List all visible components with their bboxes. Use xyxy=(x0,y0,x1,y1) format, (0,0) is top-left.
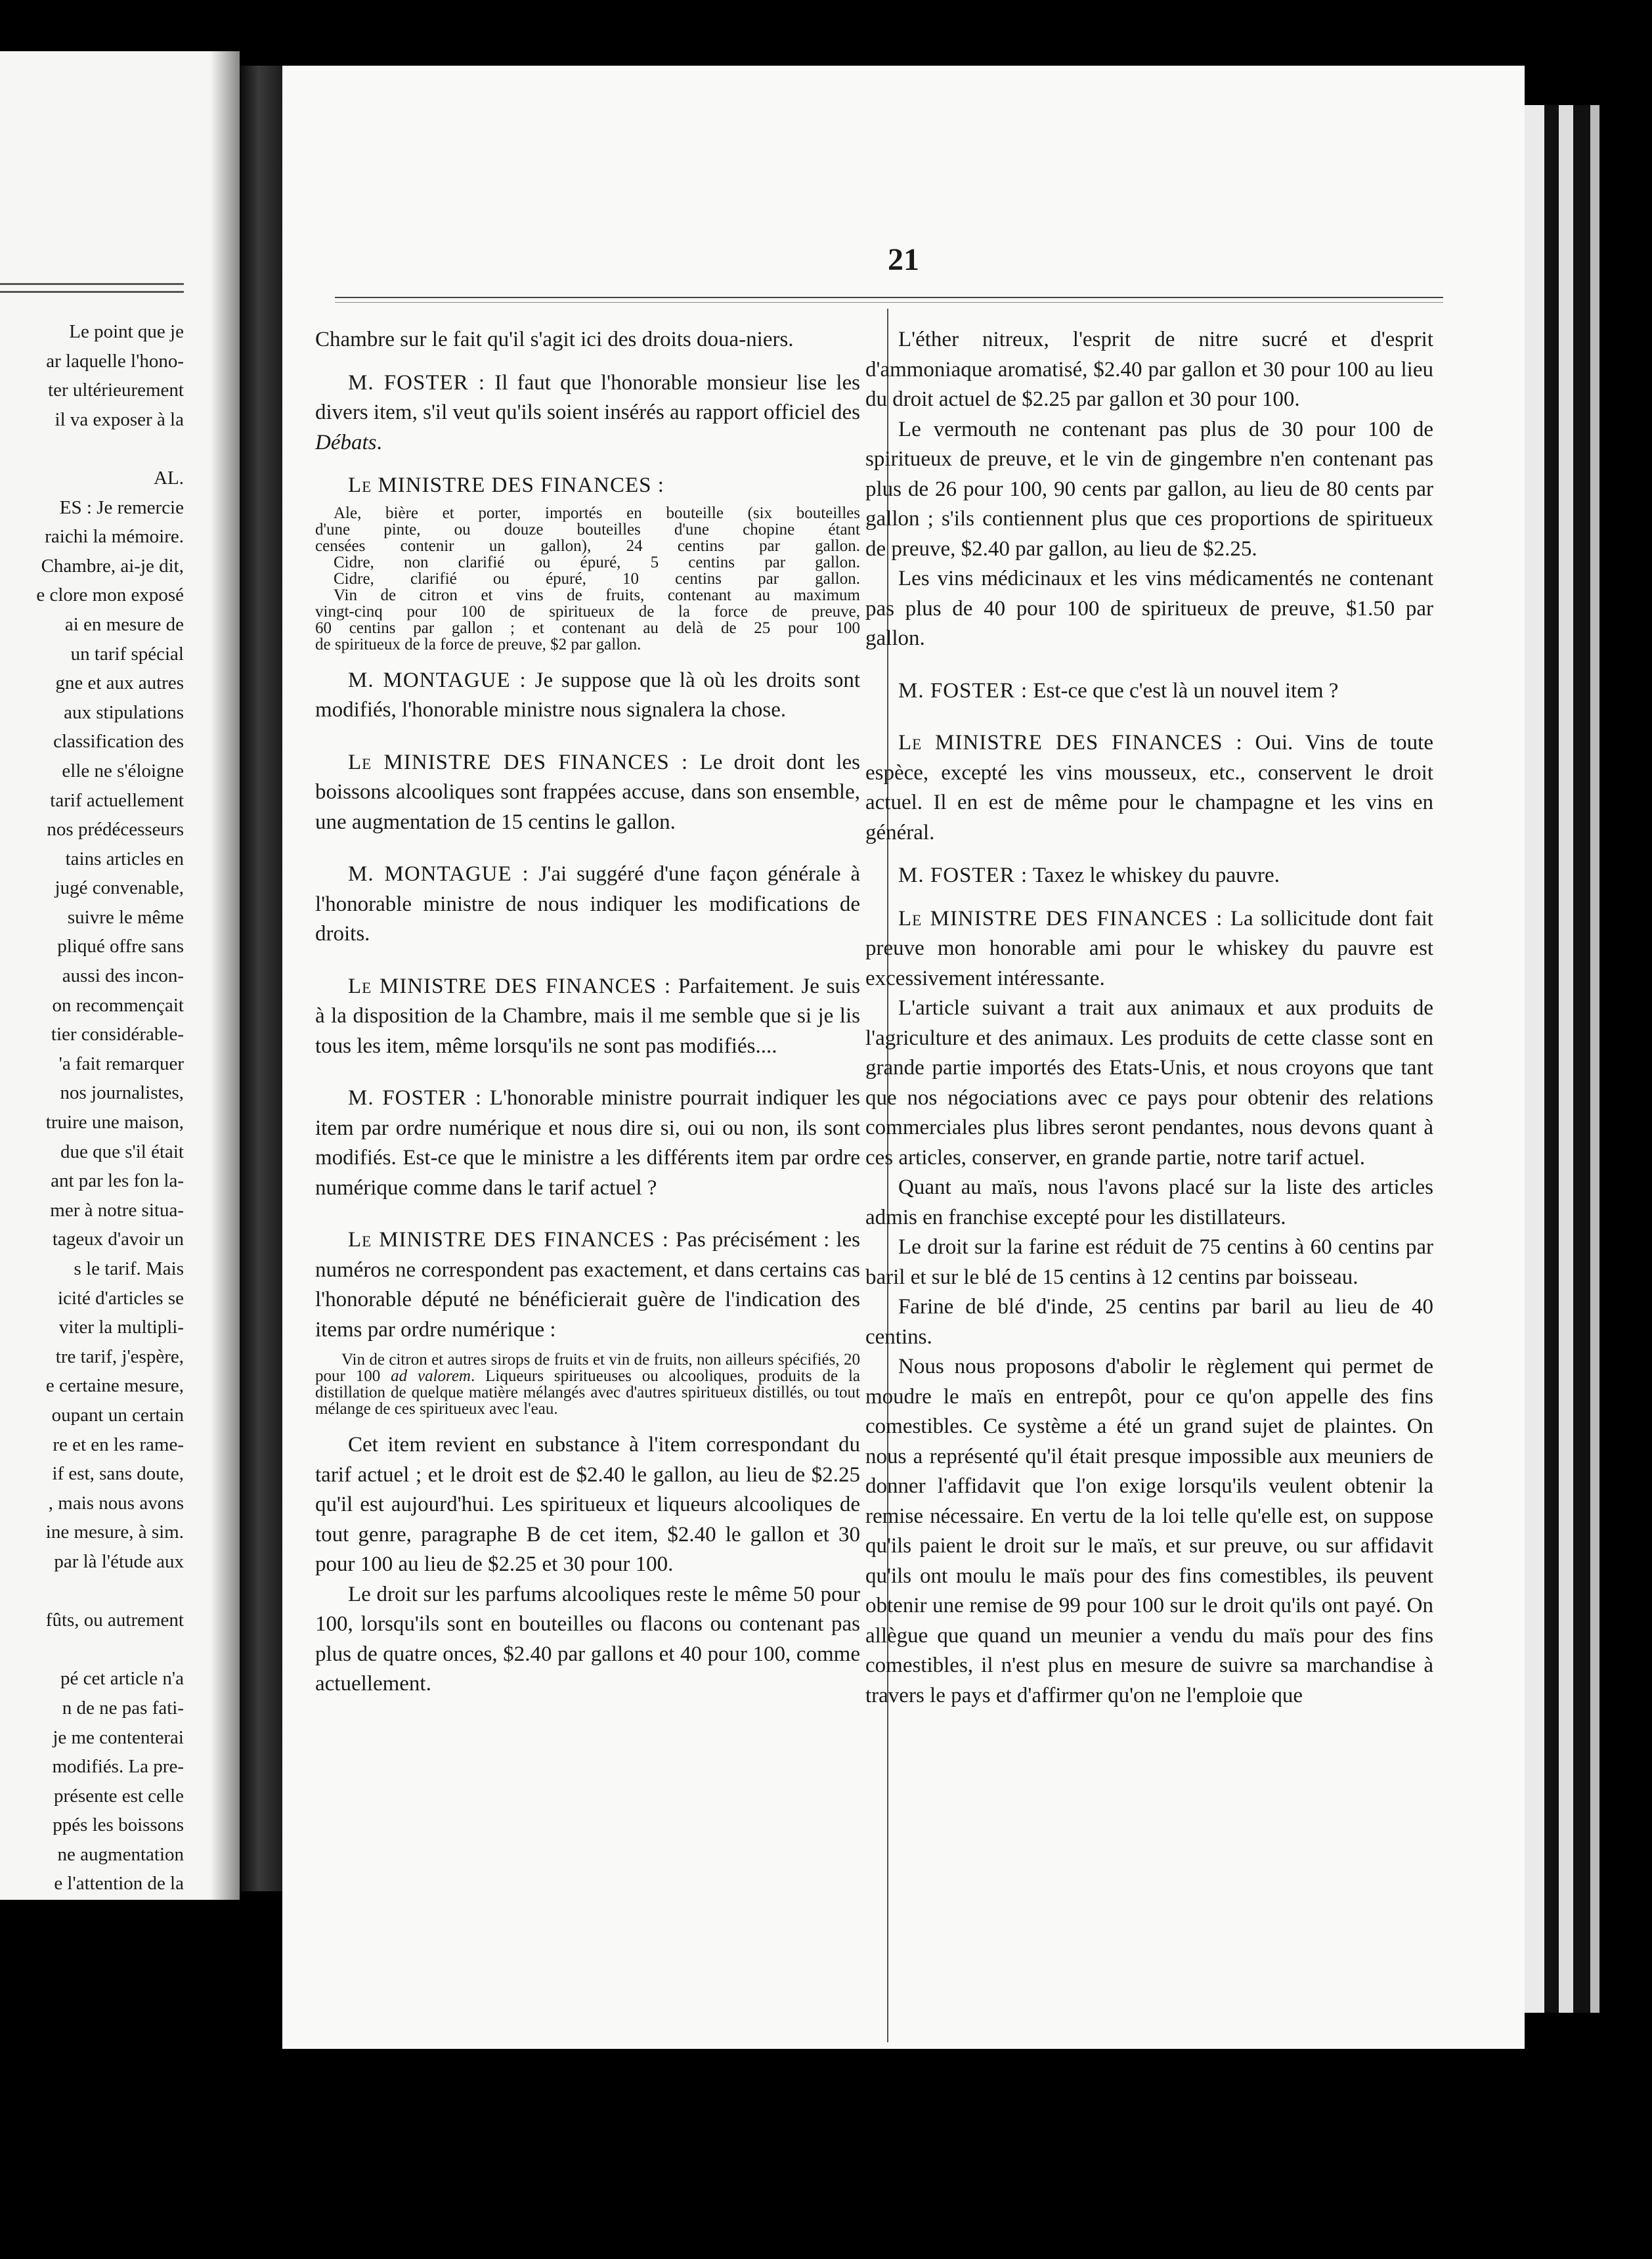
quote-line: Cidre, non clarifié ou épuré, 5 centins par gallon. xyxy=(334,553,860,571)
paragraph: L'éther nitreux, l'esprit de nitre sucré et d'esprit d'ammoniaque aromatisé, $2.40 par gallon et 30 pour 100 au lieu du droit actuel de $2.25 par gallon et 30 pour 100. xyxy=(865,328,1433,411)
left-page-line: ine mesure, à sim. xyxy=(45,1522,184,1543)
speaker-name: M. MONTAGUE : xyxy=(348,862,529,886)
left-page-gap xyxy=(0,434,184,464)
left-page-line: nos journalistes, xyxy=(60,1082,184,1104)
speaker-name: M. MONTAGUE : xyxy=(348,668,527,692)
paragraph xyxy=(865,904,1433,994)
speech-text: Est-ce que c'est là un nouvel item ? xyxy=(1028,678,1339,703)
paragraph xyxy=(315,666,860,726)
left-page-line: pé cet article n'a xyxy=(60,1668,184,1690)
page-edge xyxy=(1525,105,1544,2013)
left-page-line: jugé convenable, xyxy=(54,877,184,899)
paragraph xyxy=(315,1225,860,1345)
paragraph: Le droit sur les parfums alcooliques reste le même 50 pour 100, lorsqu'ils sont en bouteilles ou flacons ou contenant pas plus de quatre onces, $2.40 par gallons et 40 pour 100, comme actuellement. xyxy=(315,1582,860,1696)
speech-text: Parfaitement. Je suis à la disposition de la Chambre, mais il me semble que si je lis tous les item, même lorsqu'ils ne sont pas modifiés.... xyxy=(315,974,860,1058)
left-page-line: mer à notre situa- xyxy=(50,1199,184,1221)
left-page-line: aux stipulations xyxy=(64,701,184,723)
speaker-name: Le MINISTRE DES FINANCES : xyxy=(348,750,689,774)
left-page-line: e l'attention de la xyxy=(54,1873,184,1895)
left-page-line: , mais nous avons xyxy=(48,1492,184,1514)
paragraph: Cet item revient en substance à l'item correspondant du tarif actuel ; et le droit est de $2.40 le gallon, au lieu de $2.25 qu'il est aujourd'hui. Les spiritueux et liqueurs alcooliques de tout genre, paragraphe B de cet item, $2.40 le gallon et 30 pour 100 au lieu de $2.25 et 30 pour 100. xyxy=(315,1433,860,1576)
speaker-name: Le MINISTRE DES FINANCES : xyxy=(898,731,1243,755)
paragraph: Farine de blé d'inde, 25 centins par baril au lieu de 40 centins. xyxy=(865,1295,1433,1349)
paragraph: Nous nous proposons d'abolir le règlement qui permet de moudre le maïs en entrepôt, pour ce qu'on appelle des fins comestibles. Ce système a été un grand sujet de plaintes. On nous a représenté qu'il était presque impossible aux meuniers de donner l'affidavit que l'on exige lorsqu'ils veulent obtenir la remise nécessaire. En vertu de la loi telle qu'elle est, on suppose qu'ils paient le droit sur le maïs, et sur preuve, ou sur affidavit qu'ils ont moulu le maïs pour des fins comestibles, ils peuvent obtenir une remise de 99 pour 100 sur le droit qu'ils ont payé. On allègue que quand un meunier a vendu du maïs pour des fins comestibles, il n'est plus en mesure de suivre sa marchandise à travers le pays et d'affirmer qu'on ne l'emploie que xyxy=(865,1355,1433,1707)
page-number: 21 xyxy=(888,242,919,277)
left-page-line: 'a fait remarquer xyxy=(58,1053,184,1074)
speaker-name: M. FOSTER : xyxy=(898,678,1028,703)
speech-text: L'honorable ministre pourrait indiquer les item par ordre numérique et nous dire si, oui ou non, ils sont modifiés. Est-ce que le ministre a les différents item par ordre numérique comme dans le tarif actuel ? xyxy=(315,1086,860,1200)
left-page-line: pliqué offre sans xyxy=(57,936,184,957)
left-page-line: classification des xyxy=(53,731,184,753)
quote-line: censées contenir un gallon), 24 centins par gallon. xyxy=(315,537,860,555)
left-header-rule xyxy=(0,291,184,293)
italic-text: Débats xyxy=(315,430,377,454)
left-page-line: ES : Je remercie xyxy=(59,496,184,518)
quote-line: vingt-cinq pour 100 de spiritueux de la force de preuve, xyxy=(315,602,860,621)
tariff-item-quote xyxy=(315,1351,860,1417)
speech-text: Je suppose que là où les droits sont modifiés, l'honorable ministre nous signalera la chose. xyxy=(315,668,861,722)
left-page-line: un tarif spécial xyxy=(70,643,184,665)
paragraph xyxy=(315,972,860,1062)
left-page-line: par là l'étude aux xyxy=(54,1550,184,1572)
main-page xyxy=(282,66,1525,2049)
left-page-line: truire une maison, xyxy=(45,1112,184,1133)
paragraph xyxy=(865,861,1433,891)
binding-gutter xyxy=(240,66,282,1891)
paragraph: L'article suivant a trait aux animaux et aux produits de l'agriculture et des animaux. Les produits de cette classe sont en grande partie importés des Etats-Unis, et nous croyons que tant que nos négociations avec ce pays pour obtenir des relations commerciales plus libres seront pendantes, nous devons quant à ces articles, conserver, en grande partie, notre tarif actuel. xyxy=(865,996,1433,1170)
left-page-line: viter la multipli- xyxy=(58,1317,184,1338)
left-page-line: elle ne s'éloigne xyxy=(62,760,184,781)
paragraph xyxy=(315,860,860,950)
speech-text: Pas précisément : les numéros ne correspondent pas exactement, et dans certains cas l'honorable député ne bénéficierait guère de l'indication des items par ordre numérique : xyxy=(315,1228,860,1342)
left-page-line: e clore mon exposé xyxy=(36,584,184,606)
speaker-name: M. FOSTER : xyxy=(348,370,486,395)
left-page-line: tier considérable- xyxy=(51,1024,184,1045)
speech-text: . xyxy=(376,430,382,454)
left-page-line: due que s'il était xyxy=(60,1141,184,1162)
page-edge xyxy=(1559,105,1573,2013)
left-page-line: nos prédécesseurs xyxy=(47,819,184,841)
column-right xyxy=(865,325,1433,1711)
left-page-line: ant par les fon la- xyxy=(51,1170,184,1192)
page-edge xyxy=(1590,105,1599,2013)
header-rule xyxy=(335,302,1443,303)
paragraph xyxy=(865,728,1433,848)
left-page-shadow xyxy=(210,51,240,1900)
left-page-line: tains articles en xyxy=(65,848,184,869)
left-page-line: n de ne pas fati- xyxy=(62,1697,184,1719)
left-page-line: Chambre, ai-je dit, xyxy=(41,555,184,577)
column-left xyxy=(315,325,860,1700)
left-page-line: AL. xyxy=(154,467,184,489)
paragraph: Les vins médicinaux et les vins médicamentés ne contenant pas plus de 40 pour 100 de spiritueux de preuve, $1.50 par gallon. xyxy=(865,567,1433,650)
paragraph xyxy=(315,748,860,838)
paragraph xyxy=(865,676,1433,707)
speaker-name: Le MINISTRE DES FINANCES : xyxy=(898,906,1223,931)
speaker-name: M. FOSTER : xyxy=(348,1086,483,1110)
page-edge xyxy=(1573,105,1590,2013)
left-page-line: suivre le même xyxy=(67,906,184,928)
left-page-text xyxy=(0,317,184,1898)
left-page-gap xyxy=(0,1635,184,1665)
left-page-line: ai en mesure de xyxy=(64,613,184,635)
speech-text: Il faut que l'honorable monsieur lise les divers item, s'il veut qu'ils soient insérés au rapport officiel des xyxy=(315,370,860,424)
left-page-line: Le point que je xyxy=(69,321,184,342)
paragraph: Chambre sur le fait qu'il s'agit ici des droits doua-niers. xyxy=(315,328,794,351)
quote-line: Vin de citron et vins de fruits, contenant au maximum xyxy=(334,586,860,604)
left-page-line: tageux d'avoir un xyxy=(52,1229,184,1250)
speech-text: J'ai suggéré d'une façon générale à l'honorable ministre de nous indiquer les modifications de droits. xyxy=(315,862,860,946)
quote-text: . Liqueurs spiritueuses ou alcooliques, produits de la distillation de quelque matière mélangés avec d'autres spiritueux distillés, ou tout mélange de ces spiritueux avec l'eau. xyxy=(315,1367,860,1418)
left-page-line: fûts, ou autrement xyxy=(45,1610,184,1631)
left-page-line: ppés les boissons xyxy=(53,1814,184,1836)
tariff-item-quote xyxy=(315,505,860,653)
left-page-line: gne et aux autres xyxy=(55,672,184,694)
left-page-line: modifiés. La pre- xyxy=(52,1756,184,1778)
quote-line: 60 centins par gallon ; et contenant au delà de 25 pour 100 xyxy=(315,619,860,637)
left-page-line: tre tarif, j'espère, xyxy=(55,1346,184,1367)
left-page-line: je me contenterai xyxy=(53,1726,184,1748)
paragraph xyxy=(315,471,860,501)
left-page-line: il va exposer à la xyxy=(54,408,184,430)
italic-text: ad valorem xyxy=(391,1367,471,1385)
left-page-line: tarif actuellement xyxy=(50,789,184,811)
speaker-name: Le MINISTRE DES FINANCES : xyxy=(348,974,671,998)
quote-text: Vin de citron et autres sirops de fruits et vin de fruits, non ailleurs spécifiés, 20 pour 100 xyxy=(315,1351,860,1385)
paragraph xyxy=(315,368,860,458)
left-page-line: icité d'articles se xyxy=(57,1287,184,1309)
speaker-name: Le MINISTRE DES FINANCES : xyxy=(348,473,664,497)
quote-line: de spiritueux de la force de preuve, $2 par gallon. xyxy=(315,635,641,653)
left-page-fragment xyxy=(0,51,240,1900)
left-page-line: ar laquelle l'hono- xyxy=(46,350,184,372)
left-page-line: re et en les rame- xyxy=(53,1434,184,1455)
quote-line: d'une pinte, ou douze bouteilles d'une chopine étant xyxy=(315,520,860,538)
speech-text: La sollicitude dont fait preuve mon honorable ami pour le whiskey du pauvre est excessivement intéressante. xyxy=(865,906,1433,990)
left-page-line: ter ultérieurement xyxy=(48,380,184,401)
speech-text: Le droit dont les boissons alcooliques sont frappées accuse, dans son ensemble, une augmentation de 15 centins le gallon. xyxy=(315,750,860,834)
left-page-line: présente est celle xyxy=(53,1785,184,1807)
speech-text: Taxez le whiskey du pauvre. xyxy=(1028,864,1280,887)
paragraph: Quant au maïs, nous l'avons placé sur la liste des articles admis en franchise excepté pour les distillateurs. xyxy=(865,1175,1433,1229)
left-page-line: on recommençait xyxy=(52,994,184,1016)
page-edge xyxy=(1544,105,1559,2013)
header-rule xyxy=(335,297,1443,298)
quote-line: Ale, bière et porter, importés en bouteille (six bouteilles xyxy=(334,504,860,522)
quote-line: Cidre, clarifié ou épuré, 10 centins par gallon. xyxy=(334,569,860,588)
paragraph: Le droit sur la farine est réduit de 75 centins à 60 centins par baril et sur le blé de 15 centins à 12 centins par boisseau. xyxy=(865,1235,1433,1289)
left-page-line: aussi des incon- xyxy=(62,965,184,987)
left-page-line: e certaine mesure, xyxy=(45,1375,184,1397)
left-page-line: s le tarif. Mais xyxy=(74,1258,184,1279)
left-header-rule xyxy=(0,283,184,285)
left-page-gap xyxy=(0,1577,184,1606)
left-page-line: ne augmentation xyxy=(57,1843,184,1865)
left-page-line: raichi la mémoire. xyxy=(45,526,184,548)
left-page-line: if est, sans doute, xyxy=(52,1463,184,1485)
paragraph: Le vermouth ne contenant pas plus de 30 pour 100 de spiritueux de preuve, et le vin de gingembre n'en contenant pas plus de 26 pour 100, 90 cents par gallon, au lieu de 80 cents par gallon ; s'ils contiennent plus que ces proportions de spiritueux de preuve, $2.40 par gallon, au lieu de $2.25. xyxy=(865,417,1433,561)
speaker-name: M. FOSTER : xyxy=(898,864,1028,887)
left-page-line: oupant un certain xyxy=(51,1404,184,1426)
speech-text: Oui. Vins de toute espèce, excepté les vins mousseux, etc., conservent le droit actuel. Il en est de même pour le champagne et les vins en général. xyxy=(865,731,1433,844)
paragraph xyxy=(315,1084,860,1203)
speaker-name: Le MINISTRE DES FINANCES : xyxy=(348,1228,669,1252)
